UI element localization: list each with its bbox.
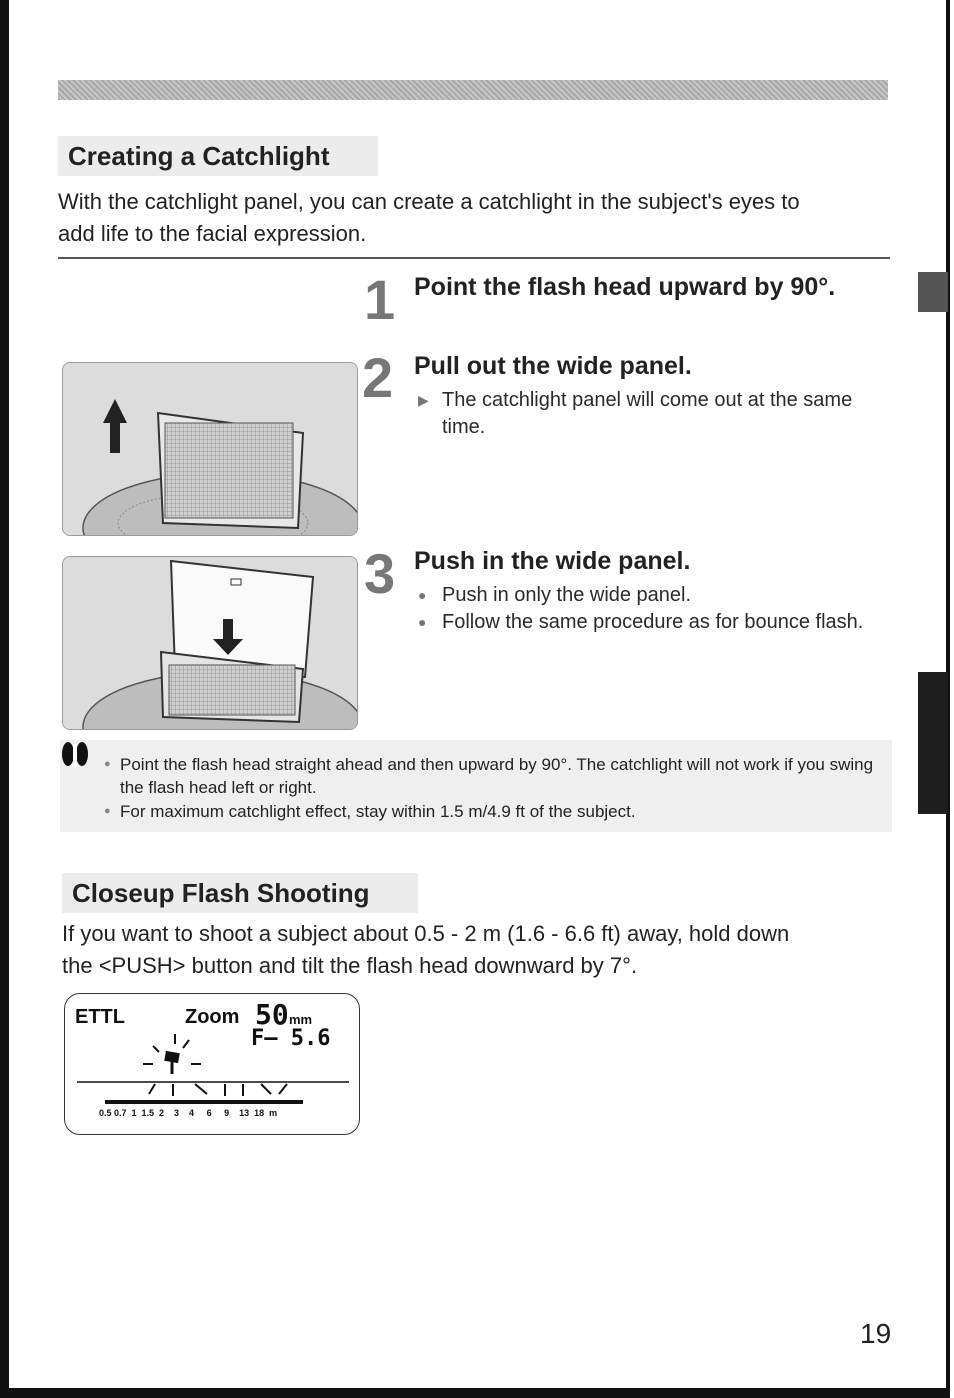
step-title: Point the flash head upward by 90°.: [414, 273, 836, 301]
closeup-intro: [62, 918, 892, 982]
intro-line: the <PUSH> button and tilt the flash head downward by 7°.: [62, 953, 638, 978]
page-edge-left: [0, 0, 9, 1398]
caution-item: ● Point the flash head straight ahead and then upward by 90°. The catchlight will not work if you swing the flash head left or right.: [104, 755, 874, 797]
lcd-distance-scale: 0.5 0.7 1 1.5 2 3 4 6 9 13 18 m: [99, 1108, 278, 1118]
step-number: 3: [364, 542, 396, 605]
lcd-zoom-value: 50: [255, 998, 289, 1031]
step-bullet: ● Follow the same procedure as for bounce flash.: [414, 609, 882, 636]
step-title: Pull out the wide panel.: [414, 352, 692, 380]
lcd-mode: ETTL: [75, 1006, 125, 1028]
page-edge-bottom: [0, 1388, 950, 1398]
header-bar: [58, 80, 888, 100]
dot-bullet-icon: ●: [104, 805, 111, 817]
section-heading-closeup: Closeup Flash Shooting: [62, 873, 418, 913]
lcd-zoom-label: Zoom: [185, 1006, 240, 1028]
wide-panel-pull-illustration: [62, 362, 358, 536]
chapter-index-tab: [918, 672, 948, 814]
caution-item: ● For maximum catchlight effect, stay within 1.5 m/4.9 ft of the subject.: [104, 802, 636, 821]
page-number: 19: [860, 1318, 892, 1349]
step-bullet: ▶ The catchlight panel will come out at the same time.: [418, 389, 853, 438]
dot-bullet-icon: ●: [418, 614, 427, 630]
step-number: 1: [364, 268, 396, 331]
step-bullet: ● Push in only the wide panel.: [414, 582, 882, 609]
section-divider: [58, 257, 890, 259]
lcd-zoom-unit: mm: [289, 1012, 313, 1027]
intro-line: With the catchlight panel, you can create a catchlight in the subject's eyes to: [58, 189, 800, 214]
step-title: Push in the wide panel.: [414, 547, 691, 575]
lcd-aperture: F– 5.6: [251, 1026, 331, 1051]
wide-panel-push-illustration: [62, 556, 358, 730]
caution-icon: [60, 740, 90, 780]
intro-line: If you want to shoot a subject about 0.5 - 2 m (1.6 - 6.6 ft) away, hold down: [62, 921, 790, 946]
triangle-bullet-icon: ▶: [418, 392, 429, 408]
lcd-panel-illustration: [64, 993, 360, 1135]
dot-bullet-icon: ●: [418, 587, 427, 603]
catchlight-intro: [58, 186, 898, 250]
section-heading-catchlight: Creating a Catchlight: [58, 136, 378, 176]
intro-line: add life to the facial expression.: [58, 221, 367, 246]
dot-bullet-icon: ●: [104, 758, 111, 770]
thumb-index-tab: [918, 272, 948, 312]
step-number: 2: [362, 346, 394, 409]
